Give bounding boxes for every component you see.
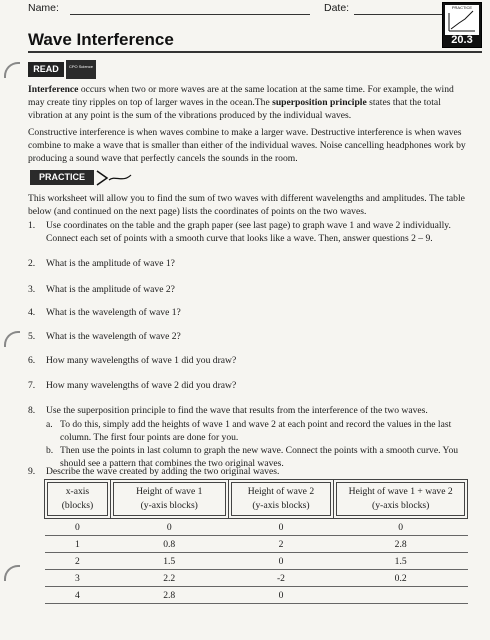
date-field[interactable] (354, 14, 444, 15)
wave-data-table (44, 479, 468, 604)
table-row: 2 1.5 0 1.5 (45, 553, 468, 570)
book-label: CPO Science (68, 64, 93, 69)
table-row: 0 0 0 0 (45, 519, 468, 536)
hole-punch-mark (4, 62, 20, 78)
hole-punch-mark (4, 565, 20, 581)
term-interference: Interference (28, 84, 79, 95)
practice-tag: PRACTICE (30, 170, 94, 185)
col-header-wave2: Height of wave 2 (y-axis blocks) (228, 480, 334, 519)
hole-punch-mark (4, 331, 20, 347)
read-tag: READ (28, 62, 64, 77)
title-divider (28, 51, 482, 53)
page-title: Wave Interference (28, 30, 174, 49)
col-header-x: x-axis (blocks) (45, 480, 111, 519)
practice-badge (442, 2, 482, 48)
question-1: 1. Use coordinates on the table and the graph paper (see last page) to graph wave 1 and wave 2 individually. Connect each set of points with a smooth curve that looks like a wave. Then, answer questions 2 – 9. (28, 220, 451, 244)
intro-paragraph-1: Interference occurs when two or more waves are at the same location at the same time. For example, the wind may create tiny ripples on top of larger waves in the ocean.The superposition principle states that the total vibration at any point is the sum of the vibrations produced by the individual waves. (28, 84, 454, 121)
book-icon (66, 60, 96, 79)
worksheet-page: Name: Date: PRACTICE 20.3 Wave Interference READ CPO Science Interference occurs when two or more waves are at the same location at the same time. For example, the wind may create tiny ripples on top of larger waves in the ocean.The superposition principle states that the total vibration at any point is the sum of the vibrations produced by the individual waves. Constructive interference is when waves combine to make a larger wave. Destructive interference is when waves combine to make a wave that is smaller than either of the individual waves. Noise cancelling headphones work by producing a sound wave that perfectly cancels the sounds in the room. PRACTICE This worksheet will allow you to find the sum of two waves with different wavelengths and amplitudes. The table below (and continued on the next page) lists the coordinates of points on the two waves. 1. Use coordinates on the table and the graph paper (see last page) to graph wave 1 and wave 2 individually. Connect each set of points with a smooth curve that looks like a wave. Then, answer questions 2 – 9. 2. What is the amplitude of wave 1? 3. What is the amplitude of wave 2? 4. What is the wavelength of wave 1? 5. What is the wavelength of wave 2? 6. How many wavelengths of wave 1 did you draw? 7. How many wavelengths of wave 2 did you draw? 8. Use the superposition principle to find the wave that results from the interference of the two waves. a. To do this, simply add the heights of wave 1 and wave 2 at each point and record the values in the last column. The first four points are done for you. b. Then use the points in last column to graph the new wave. Connect the points with a smooth curve. You should see a pattern that combines the two original waves. 9. Describe the wave created by adding the two original waves. x-axis (blocks) Height of wave 1 (y-axis blocks) Height of wave 2 (y-axis blocks) Height of wave 1 + wave 2 (y-axis blocks) 0 0 0 0 1 0.8 2 2.8 2 1.5 0 1.5 3 2.2 -2 0.2 4 2.8 0 (0, 0, 490, 640)
table-row: 1 0.8 2 2.8 (45, 536, 468, 553)
table-header-row (45, 480, 468, 519)
date-label: Date: (324, 2, 350, 14)
col-header-wave1: Height of wave 1 (y-axis blocks) (110, 480, 228, 519)
pencil-arrow-icon (95, 169, 135, 187)
term-superposition: superposition principle (272, 97, 367, 108)
intro-paragraph-2: Constructive interference is when waves combine to make a larger wave. Destructive interference is when waves combine to make a wave that is smaller than either of the individual waves. Noise cancelling headphones work by producing a sound wave that perfectly cancels the sounds in the room. (28, 127, 466, 164)
col-header-sum: Height of wave 1 + wave 2 (y-axis blocks) (334, 480, 468, 519)
name-field[interactable] (70, 14, 310, 15)
practice-intro: This worksheet will allow you to find the sum of two waves with different wavelengths and amplitudes. The table below (and continued on the next page) lists the coordinates of points on the two waves. (28, 193, 465, 217)
graph-icon (445, 5, 479, 35)
header-row (28, 2, 412, 18)
table-row: 4 2.8 0 (45, 587, 468, 604)
question-8b: b. Then use the points in last column to graph the new wave. Connect the points with a smooth curve. You should see a pattern that combines the two original waves. (46, 445, 459, 469)
answer-cell[interactable] (334, 587, 468, 604)
question-8a: a. To do this, simply add the heights of wave 1 and wave 2 at each point and record the values in the last column. The first four points are done for you. (46, 419, 452, 443)
badge-number: 20.3 (451, 34, 473, 46)
name-label: Name: (28, 2, 59, 14)
badge-label: PRACTICE (451, 5, 473, 10)
table-row: 3 2.2 -2 0.2 (45, 570, 468, 587)
